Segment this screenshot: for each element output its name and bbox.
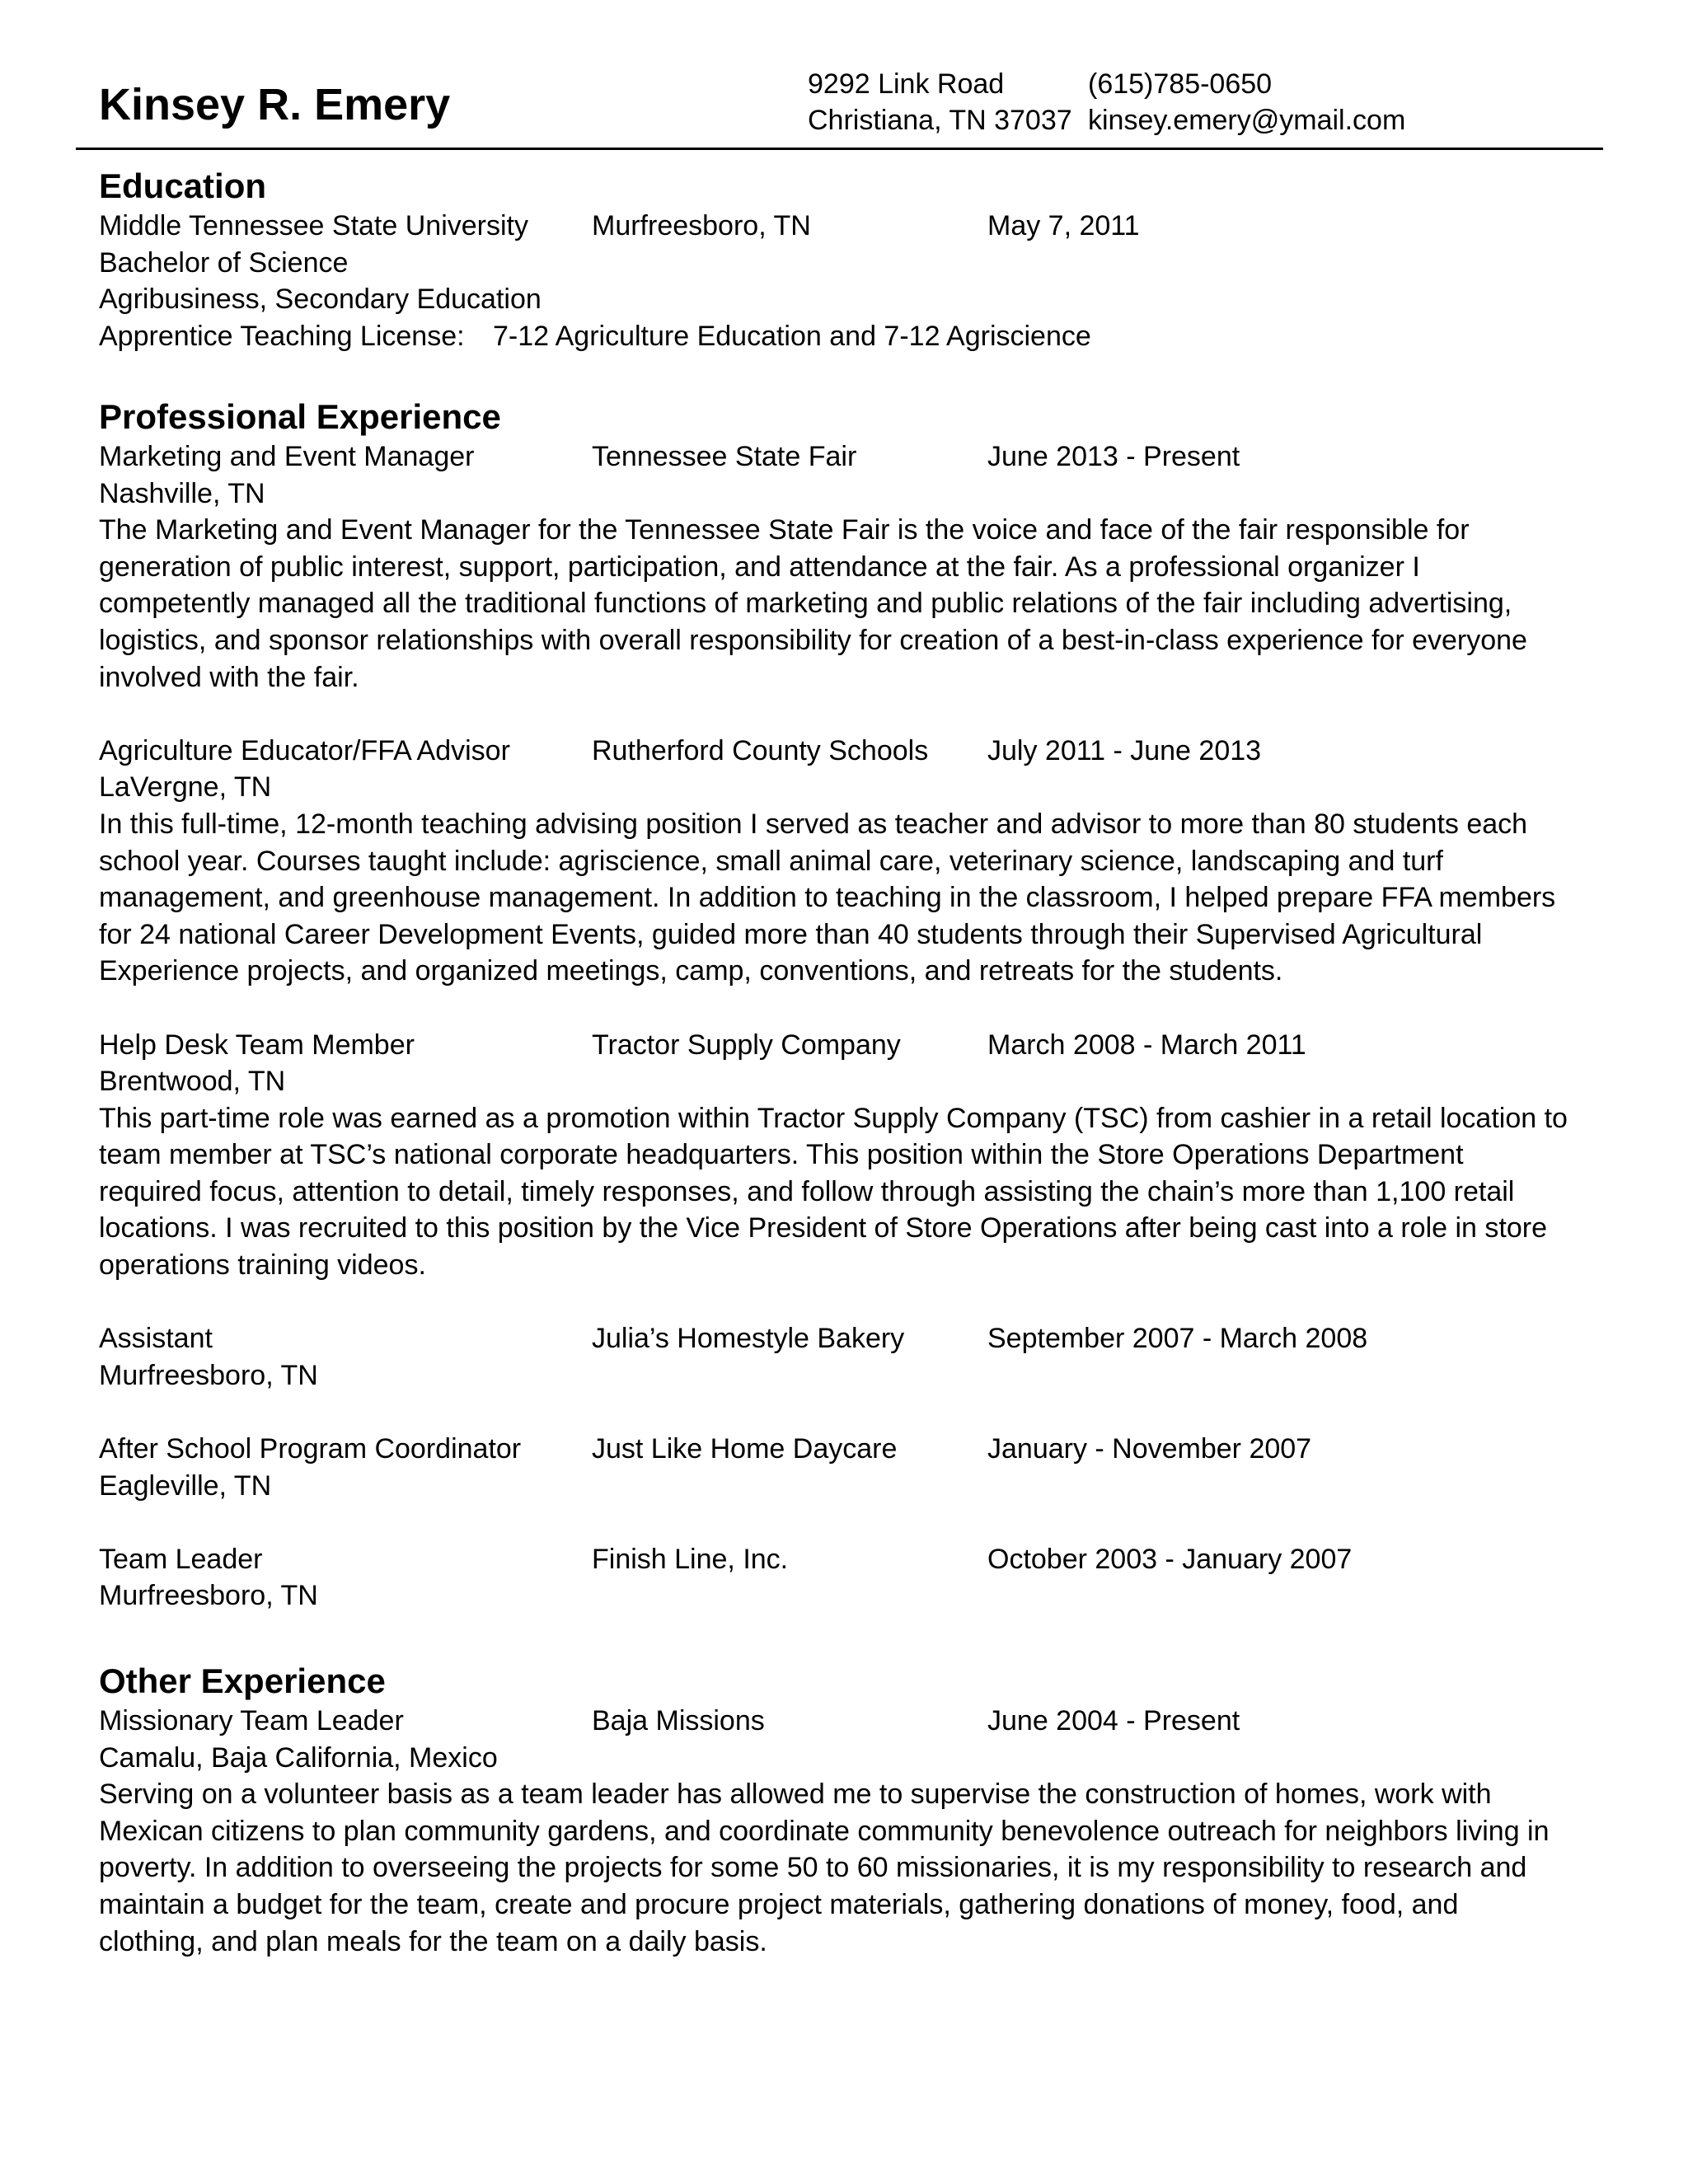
- job-title: Agriculture Educator/FFA Advisor: [99, 734, 510, 766]
- section-heading-professional: Professional Experience: [99, 397, 501, 436]
- job-dates: June 2013 - Present: [987, 441, 1240, 472]
- description-line: school year. Courses taught include: agriscience, small animal care, veterinary science, landscaping and turf: [99, 845, 1443, 877]
- graduation-date: May 7, 2011: [987, 210, 1140, 241]
- job-entry: [99, 1320, 1582, 1394]
- job-location: Camalu, Baja California, Mexico: [99, 1741, 498, 1774]
- job-dates: June 2004 - Present: [987, 1705, 1240, 1736]
- job-dates: March 2008 - March 2011: [987, 1029, 1306, 1061]
- description-line: Experience projects, and organized meetings, camp, conventions, and retreats for the students.: [99, 955, 1283, 987]
- description-line: In this full-time, 12-month teaching advising position I served as teacher and advisor to more than 80 students each: [99, 808, 1528, 840]
- job-header-row: [99, 1541, 1582, 1578]
- job-location: Nashville, TN: [99, 477, 265, 509]
- job-location: Eagleville, TN: [99, 1469, 272, 1502]
- section-heading-other: Other Experience: [99, 1661, 386, 1700]
- job-location: Murfreesboro, TN: [99, 1359, 318, 1391]
- job-description: [99, 512, 1582, 696]
- job-employer: Tennessee State Fair: [592, 441, 857, 472]
- phone-number: (615)785-0650: [1088, 68, 1273, 100]
- description-line: Mexican citizens to plan community gardens, and coordinate community benevolence outreach for neighbors living in: [99, 1815, 1550, 1847]
- degree: Bachelor of Science: [99, 246, 349, 279]
- license-row: [99, 318, 1582, 355]
- description-line: maintain a budget for the team, create and procure project materials, gathering donations of money, food, and: [99, 1888, 1459, 1920]
- job-employer: Finish Line, Inc.: [592, 1543, 789, 1575]
- job-header-row: [99, 1431, 1582, 1468]
- job-entry: [99, 438, 1582, 696]
- job-entry: [99, 1027, 1582, 1284]
- professional-experience-section: [99, 396, 1582, 1615]
- description-line: competently managed all the traditional functions of marketing and public relations of the fair including advertising,: [99, 588, 1512, 620]
- job-dates: October 2003 - January 2007: [987, 1543, 1353, 1575]
- job-description: [99, 1776, 1582, 1960]
- description-line: This part-time role was earned as a promotion within Tractor Supply Company (TSC) from cashier in a retail location to: [99, 1102, 1568, 1134]
- description-line: Serving on a volunteer basis as a team leader has allowed me to supervise the construction of homes, work with: [99, 1779, 1492, 1811]
- description-line: required focus, attention to detail, timely responses, and follow through assisting the chain’s more than 1,100 retail: [99, 1175, 1515, 1207]
- job-dates: January - November 2007: [987, 1433, 1312, 1465]
- job-header-row: [99, 1320, 1582, 1357]
- description-line: clothing, and plan meals for the team on a daily basis.: [99, 1925, 767, 1957]
- description-line: involved with the fair.: [99, 661, 359, 693]
- job-employer: Just Like Home Daycare: [592, 1433, 898, 1465]
- job-employer: Tractor Supply Company: [592, 1029, 901, 1061]
- job-entry: [99, 1431, 1582, 1504]
- job-title: Missionary Team Leader: [99, 1705, 404, 1736]
- job-employer: Julia’s Homestyle Bakery: [592, 1323, 905, 1355]
- job-description: [99, 1100, 1582, 1284]
- job-location: LaVergne, TN: [99, 771, 272, 804]
- description-line: logistics, and sponsor relationships with overall responsibility for creation of a best-in-class experience for everyone: [99, 624, 1527, 656]
- job-dates: September 2007 - March 2008: [987, 1323, 1368, 1355]
- job-location: Murfreesboro, TN: [99, 1580, 318, 1612]
- license-label: Apprentice Teaching License:: [99, 320, 465, 352]
- job-title: After School Program Coordinator: [99, 1433, 522, 1465]
- job-title: Team Leader: [99, 1543, 263, 1575]
- job-location: Brentwood, TN: [99, 1066, 286, 1098]
- job-header-row: [99, 438, 1582, 476]
- education-row: [99, 208, 1582, 245]
- description-line: for 24 national Career Development Events, guided more than 40 students through their Supervised Agricultural: [99, 918, 1483, 950]
- job-header-row: [99, 1703, 1582, 1740]
- description-line: locations. I was recruited to this position by the Vice President of Store Operations after being cast into a role in store: [99, 1212, 1547, 1244]
- description-line: management, and greenhouse management. In addition to teaching in the classroom, I helped prepare FFA members: [99, 882, 1556, 914]
- education-section: [99, 165, 1582, 354]
- job-employer: Baja Missions: [592, 1705, 765, 1736]
- job-dates: July 2011 - June 2013: [987, 734, 1262, 766]
- description-line: The Marketing and Event Manager for the Tennessee State Fair is the voice and face of the fair responsible for: [99, 514, 1470, 546]
- job-employer: Rutherford County Schools: [592, 734, 929, 766]
- major: Agribusiness, Secondary Education: [99, 284, 542, 316]
- description-line: team member at TSC’s national corporate headquarters. This position within the Store Operations Department: [99, 1139, 1464, 1171]
- job-entry: [99, 733, 1582, 990]
- email-address: kinsey.emery@ymail.com: [1088, 105, 1406, 136]
- license-value: 7-12 Agriculture Education and 7-12 Agriscience: [493, 320, 1091, 352]
- school-location: Murfreesboro, TN: [592, 210, 811, 241]
- address-line-2: Christiana, TN 37037: [808, 105, 1072, 136]
- job-title: Help Desk Team Member: [99, 1029, 415, 1061]
- job-title: Marketing and Event Manager: [99, 441, 475, 472]
- job-header-row: [99, 733, 1582, 770]
- applicant-name: Kinsey R. Emery: [99, 80, 451, 129]
- section-heading-education: Education: [99, 166, 267, 205]
- job-header-row: [99, 1027, 1582, 1064]
- job-entry: [99, 1541, 1582, 1615]
- description-line: operations training videos.: [99, 1249, 426, 1282]
- job-description: [99, 806, 1582, 990]
- job-title: Assistant: [99, 1323, 213, 1355]
- header-divider: [76, 148, 1603, 150]
- address-line-1: 9292 Link Road: [808, 68, 1005, 100]
- other-experience-section: [99, 1660, 1582, 1960]
- description-line: poverty. In addition to overseeing the projects for some 50 to 60 missionaries, it is my responsibility to research and: [99, 1852, 1527, 1884]
- school-name: Middle Tennessee State University: [99, 210, 528, 241]
- description-line: generation of public interest, support, participation, and attendance at the fair. As a professional organizer I: [99, 551, 1420, 583]
